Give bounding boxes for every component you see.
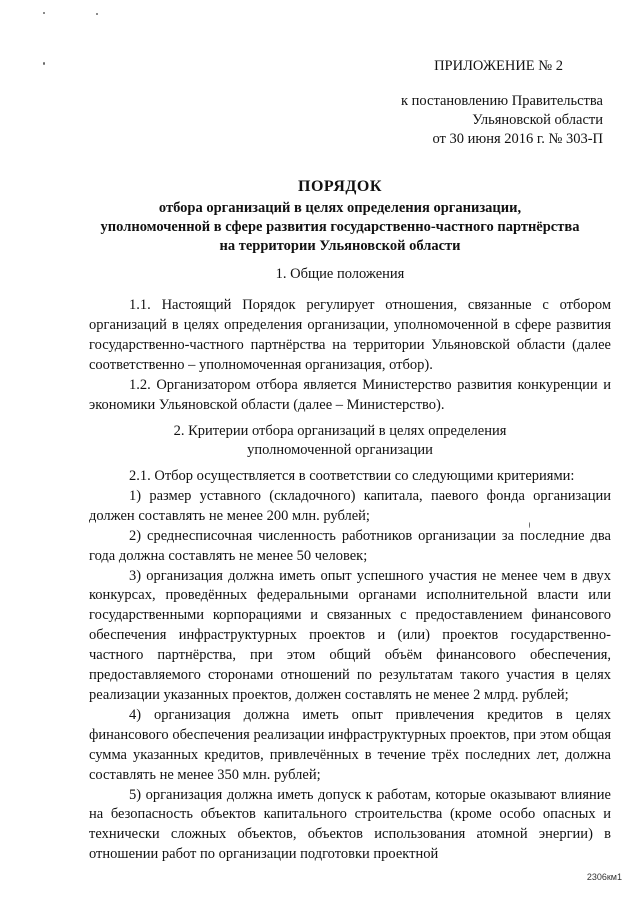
document-title: ПОРЯДОК — [298, 178, 382, 195]
subtitle-line: уполномоченной в сфере развития государственно-частного партнёрства — [100, 219, 580, 235]
paragraph: 3) организация должна иметь опыт успешного участия не менее чем в двух конкурсах, проведённых федеральными органами исполнительной власти или государственными корпорациями и связанных с предоставлением финансового обеспечения инфраструктурных проектов и (или) проектов государственно-частного партнёрства, при этом общий объём финансового обеспечения, предоставляемого сторонами отношений по результатам такого участия в целях реализации указанных проектов, должен составлять не менее 2 млрд. рублей; — [89, 567, 611, 703]
decree-line: от 30 июня 2016 г. № 303-П — [432, 131, 603, 147]
paragraph: 1.1. Настоящий Порядок регулирует отношения, связанные с отбором организаций в целях определения организации, уполномоченной в сфере развития государственно-частного партнёрства на территории Ульяновской области (далее соответственно – уполномоченная организация, отбор). — [89, 297, 611, 373]
subtitle-line: на территории Ульяновской области — [219, 238, 461, 254]
scan-speck — [43, 12, 45, 14]
document-subtitle — [60, 199, 620, 256]
decree-reference — [0, 92, 603, 149]
paragraph: 2) среднесписочная численность работников организации за последние два года должна составлять не менее 50 человек; — [89, 527, 611, 564]
heading-line: уполномоченной организации — [247, 442, 433, 458]
paragraph: 4) организация должна иметь опыт привлечения кредитов в целях финансового обеспечения реализации инфраструктурных проектов, при этом общая сумма указанных кредитов, привлечённых в течение трёх последних лет, должна составлять не менее 350 млн. рублей; — [89, 706, 611, 783]
paragraph: 5) организация должна иметь допуск к работам, которые оказывают влияние на безопасность объектов капитального строительства (кроме особо опасных и технически сложных объектов, объектов использования атомной энергии) в отношении работ по организации подготовки проектной — [89, 786, 611, 863]
section-2-heading — [60, 422, 620, 460]
decree-line: к постановлению Правительства — [401, 93, 603, 109]
paragraph: 1.2. Организатором отбора является Министерство развития конкуренции и экономики Ульяновской области (далее – Министерство). — [89, 376, 611, 413]
paragraph: 1) размер уставного (складочного) капитала, паевого фонда организации должен составлять не менее 200 млн. рублей; — [89, 487, 611, 524]
appendix-label: ПРИЛОЖЕНИЕ № 2 — [434, 58, 563, 74]
page-stamp: 2306км1 — [586, 872, 622, 882]
decree-line: Ульяновской области — [472, 112, 603, 128]
scan-speck — [96, 13, 98, 15]
subtitle-line: отбора организаций в целях определения организации, — [158, 200, 522, 216]
section-1-body — [89, 296, 611, 415]
section-1-heading: 1. Общие положения — [275, 266, 405, 282]
paragraph: 2.1. Отбор осуществляется в соответствии со следующими критериями: — [129, 468, 575, 484]
heading-line: 2. Критерии отбора организаций в целях определения — [173, 423, 507, 439]
section-2-body — [89, 467, 611, 865]
